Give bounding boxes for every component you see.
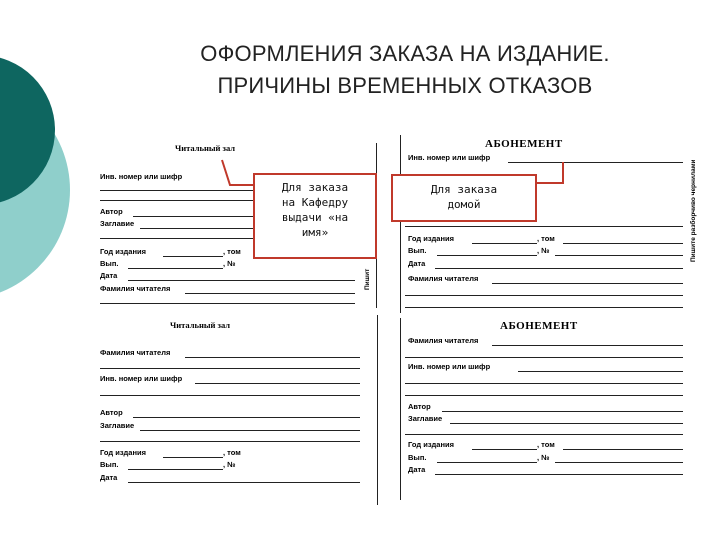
- field-label-title: Заглавие: [100, 219, 135, 228]
- field-line: [133, 417, 360, 418]
- field-label-date: Дата: [408, 465, 426, 474]
- field-line: [185, 293, 355, 294]
- field-label-author: Автор: [100, 408, 123, 417]
- field-label-title: Заглавие: [408, 414, 443, 423]
- card-heading: Читальный зал: [170, 320, 231, 330]
- field-label-inv: Инв. номер или шифр: [100, 172, 183, 181]
- field-line: [100, 395, 360, 396]
- field-line: [492, 345, 683, 346]
- connector-home: [536, 162, 563, 183]
- field-line: [472, 243, 537, 244]
- field-label-issue: Вып.: [100, 460, 119, 469]
- side-note: Пишит: [364, 268, 371, 290]
- field-line: [405, 357, 683, 358]
- field-label-inv: Инв. номер или шифр: [408, 362, 491, 371]
- page-title: [110, 38, 700, 102]
- card-heading: АБОНЕМЕНТ: [485, 138, 563, 150]
- field-line: [163, 457, 223, 458]
- title-line-1: ОФОРМЛЕНИЯ ЗАКАЗА НА ИЗДАНИЕ.: [200, 41, 610, 66]
- field-line: [405, 295, 683, 296]
- field-line: [435, 268, 683, 269]
- callout-home-order: [391, 174, 537, 222]
- field-label-year: Год издания: [100, 448, 146, 457]
- field-label-tom: , том: [223, 448, 241, 457]
- field-line: [405, 383, 683, 384]
- callout-line: Для заказа: [430, 183, 498, 196]
- decorative-circles: [0, 0, 100, 330]
- field-label-tom: , том: [537, 234, 555, 243]
- field-label-date: Дата: [408, 259, 426, 268]
- field-line: [508, 162, 683, 163]
- field-line: [185, 357, 360, 358]
- field-label-date: Дата: [100, 271, 118, 280]
- field-line: [100, 368, 360, 369]
- field-label-reader: Фамилия читателя: [100, 348, 171, 357]
- field-line: [472, 449, 537, 450]
- field-label-inv: Инв. номер или шифр: [100, 374, 183, 383]
- field-line: [442, 411, 683, 412]
- field-label-tom: , том: [223, 247, 241, 256]
- field-line: [195, 383, 360, 384]
- field-line: [563, 243, 683, 244]
- field-line: [163, 256, 223, 257]
- field-label-no: , №: [223, 259, 236, 268]
- field-line: [492, 283, 683, 284]
- field-line: [128, 469, 223, 470]
- callout-line: выдачи «на: [281, 211, 349, 224]
- card-heading: Читальный зал: [175, 143, 236, 153]
- field-line: [128, 482, 360, 483]
- field-line: [437, 462, 537, 463]
- field-line: [435, 474, 683, 475]
- field-label-reader: Фамилия читателя: [408, 274, 479, 283]
- card-border: [377, 315, 378, 505]
- field-label-reader: Фамилия читателя: [100, 284, 171, 293]
- field-line: [555, 462, 683, 463]
- field-line: [450, 423, 683, 424]
- callout-line: Для заказа: [281, 181, 349, 194]
- field-label-year: Год издания: [408, 234, 454, 243]
- field-line: [555, 255, 683, 256]
- field-label-reader: Фамилия читателя: [408, 336, 479, 345]
- field-line: [128, 268, 223, 269]
- field-line: [405, 395, 683, 396]
- field-label-date: Дата: [100, 473, 118, 482]
- card-border: [400, 135, 401, 313]
- field-label-no: , №: [223, 460, 236, 469]
- field-label-issue: Вып.: [408, 246, 427, 255]
- field-line: [518, 371, 683, 372]
- field-line: [405, 226, 683, 227]
- field-label-year: Год издания: [100, 247, 146, 256]
- field-line: [437, 255, 537, 256]
- field-line: [140, 430, 360, 431]
- field-line: [563, 449, 683, 450]
- field-label-no: , №: [537, 453, 550, 462]
- field-label-inv: Инв. номер или шифр: [408, 153, 491, 162]
- field-line: [405, 307, 683, 308]
- callout-line: имя»: [301, 226, 329, 239]
- field-label-year: Год издания: [408, 440, 454, 449]
- field-label-author: Автор: [100, 207, 123, 216]
- field-line: [100, 441, 360, 442]
- field-label-title: Заглавие: [100, 421, 135, 430]
- field-label-tom: , том: [537, 440, 555, 449]
- title-line-2: ПРИЧИНЫ ВРЕМЕННЫХ ОТКАЗОВ: [217, 73, 593, 98]
- side-note: Пишите разборчиво чернилами: [690, 159, 697, 262]
- callout-department-order: [253, 173, 377, 259]
- field-label-issue: Вып.: [100, 259, 119, 268]
- callout-line: домой: [447, 198, 481, 211]
- field-line: [128, 280, 355, 281]
- field-label-author: Автор: [408, 402, 431, 411]
- field-line: [100, 303, 355, 304]
- card-heading: АБОНЕМЕНТ: [500, 320, 578, 332]
- field-line: [405, 434, 683, 435]
- card-border: [400, 318, 401, 500]
- field-label-no: , №: [537, 246, 550, 255]
- callout-line: на Кафедру: [281, 196, 349, 209]
- field-label-issue: Вып.: [408, 453, 427, 462]
